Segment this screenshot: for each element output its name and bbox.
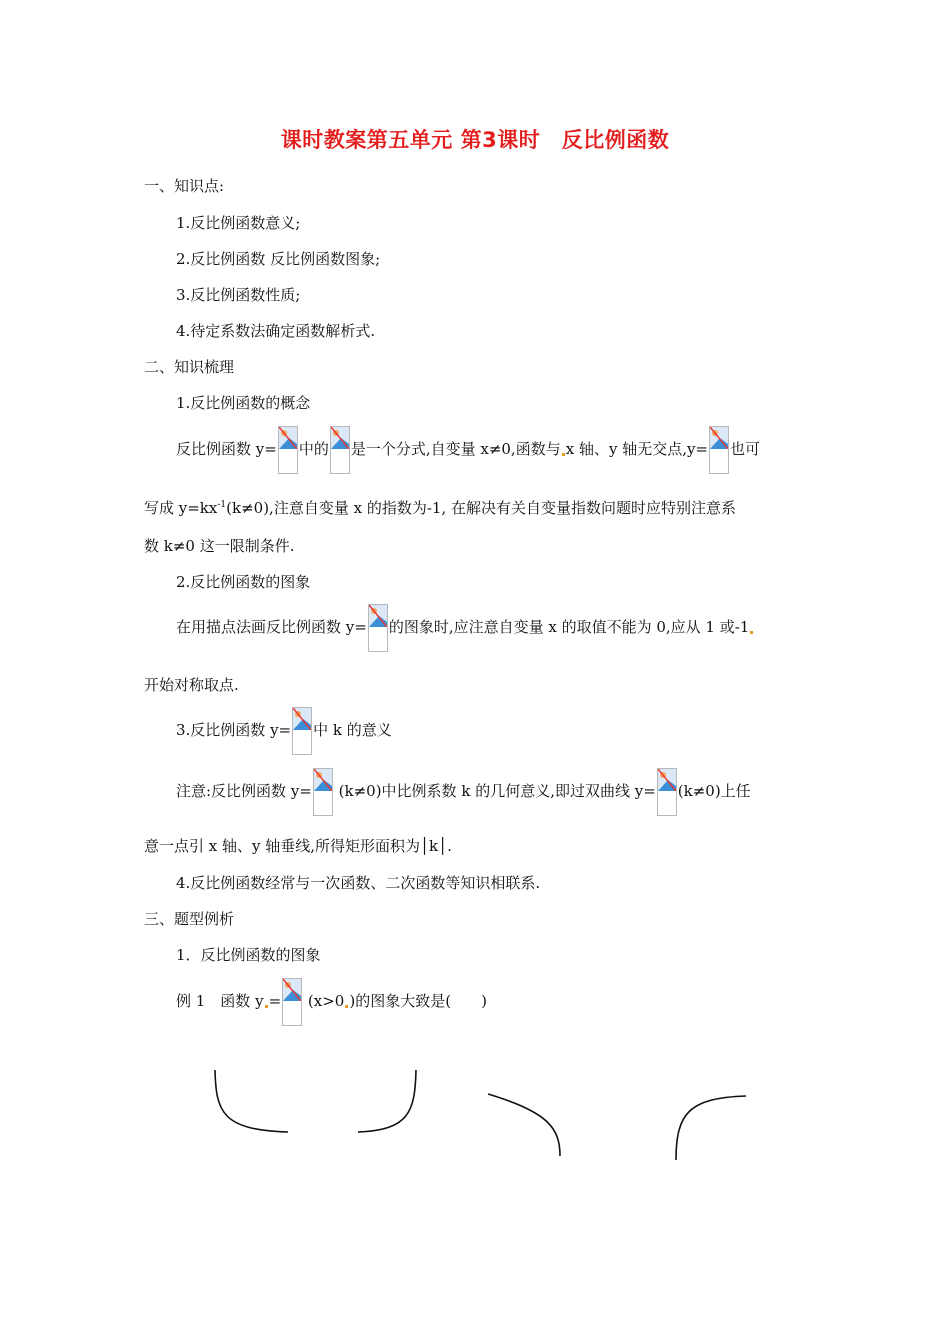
graph-paragraph-line-2: 开始对称取点. <box>144 676 239 694</box>
text-span: (k≠0),注意自变量 x 的指数为-1, 在解决有关自变量指数问题时应特别注意系 <box>226 499 736 517</box>
text-span: x 轴、y 轴无交点,y= <box>565 440 708 458</box>
k-meaning-paragraph-line-2: 意一点引 x 轴、y 轴垂线,所得矩形面积为│k│. <box>144 837 452 855</box>
text-span: (x>0 <box>307 992 345 1010</box>
text-span: 中 k 的意义 <box>313 721 392 739</box>
text-span: 是一个分式,自变量 x≠0,函数与 <box>350 440 561 458</box>
curve-option-d <box>676 1096 746 1160</box>
relation-subheading: 4.反比例函数经常与一次函数、二次函数等知识相联系. <box>176 874 541 892</box>
knowledge-item-3: 3.反比例函数性质; <box>176 286 301 304</box>
text-span: 在用描点法画反比例函数 y= <box>176 618 367 636</box>
text-span: (k≠0)中比例系数 k 的几何意义,即过双曲线 y= <box>338 782 656 800</box>
curve-option-c <box>488 1094 560 1156</box>
knowledge-item-4: 4.待定系数法确定函数解析式. <box>176 322 376 340</box>
knowledge-item-2: 2.反比例函数 反比例函数图象; <box>176 250 381 268</box>
section-2-heading: 二、知识梳理 <box>144 358 235 376</box>
section-3-heading: 三、题型例析 <box>144 910 235 928</box>
text-span: 注意:反比例函数 y= <box>176 782 312 800</box>
curve-option-b <box>358 1070 416 1132</box>
text-span: (k≠0)上任 <box>677 782 751 800</box>
text-span: 写成 y=kx <box>144 499 218 517</box>
concept-subheading: 1.反比例函数的概念 <box>176 394 311 412</box>
section-1-heading: 一、知识点: <box>144 177 225 195</box>
concept-paragraph-line-3: 数 k≠0 这一限制条件. <box>144 537 295 555</box>
example-subheading: 1．反比例函数的图象 <box>176 946 321 964</box>
text-span: 的图象时,应注意自变量 x 的取值不能为 0,应从 1 或-1 <box>388 618 750 636</box>
knowledge-item-1: 1.反比例函数意义; <box>176 214 301 232</box>
text-span: 中的 <box>298 440 329 458</box>
curve-option-a <box>215 1070 288 1132</box>
text-span: )的图象大致是( ) <box>349 992 487 1010</box>
text-span: 3.反比例函数 y= <box>176 721 292 739</box>
text-span: 反比例函数 y= <box>176 440 277 458</box>
superscript: -1 <box>217 500 227 510</box>
text-span: 例 1 函数 y <box>176 992 264 1010</box>
text-span: 也可 <box>730 440 761 458</box>
page-title: 课时教案第五单元 第3课时 反比例函数 <box>280 128 670 152</box>
text-span: = <box>268 992 282 1010</box>
graph-subheading: 2.反比例函数的图象 <box>176 573 311 591</box>
